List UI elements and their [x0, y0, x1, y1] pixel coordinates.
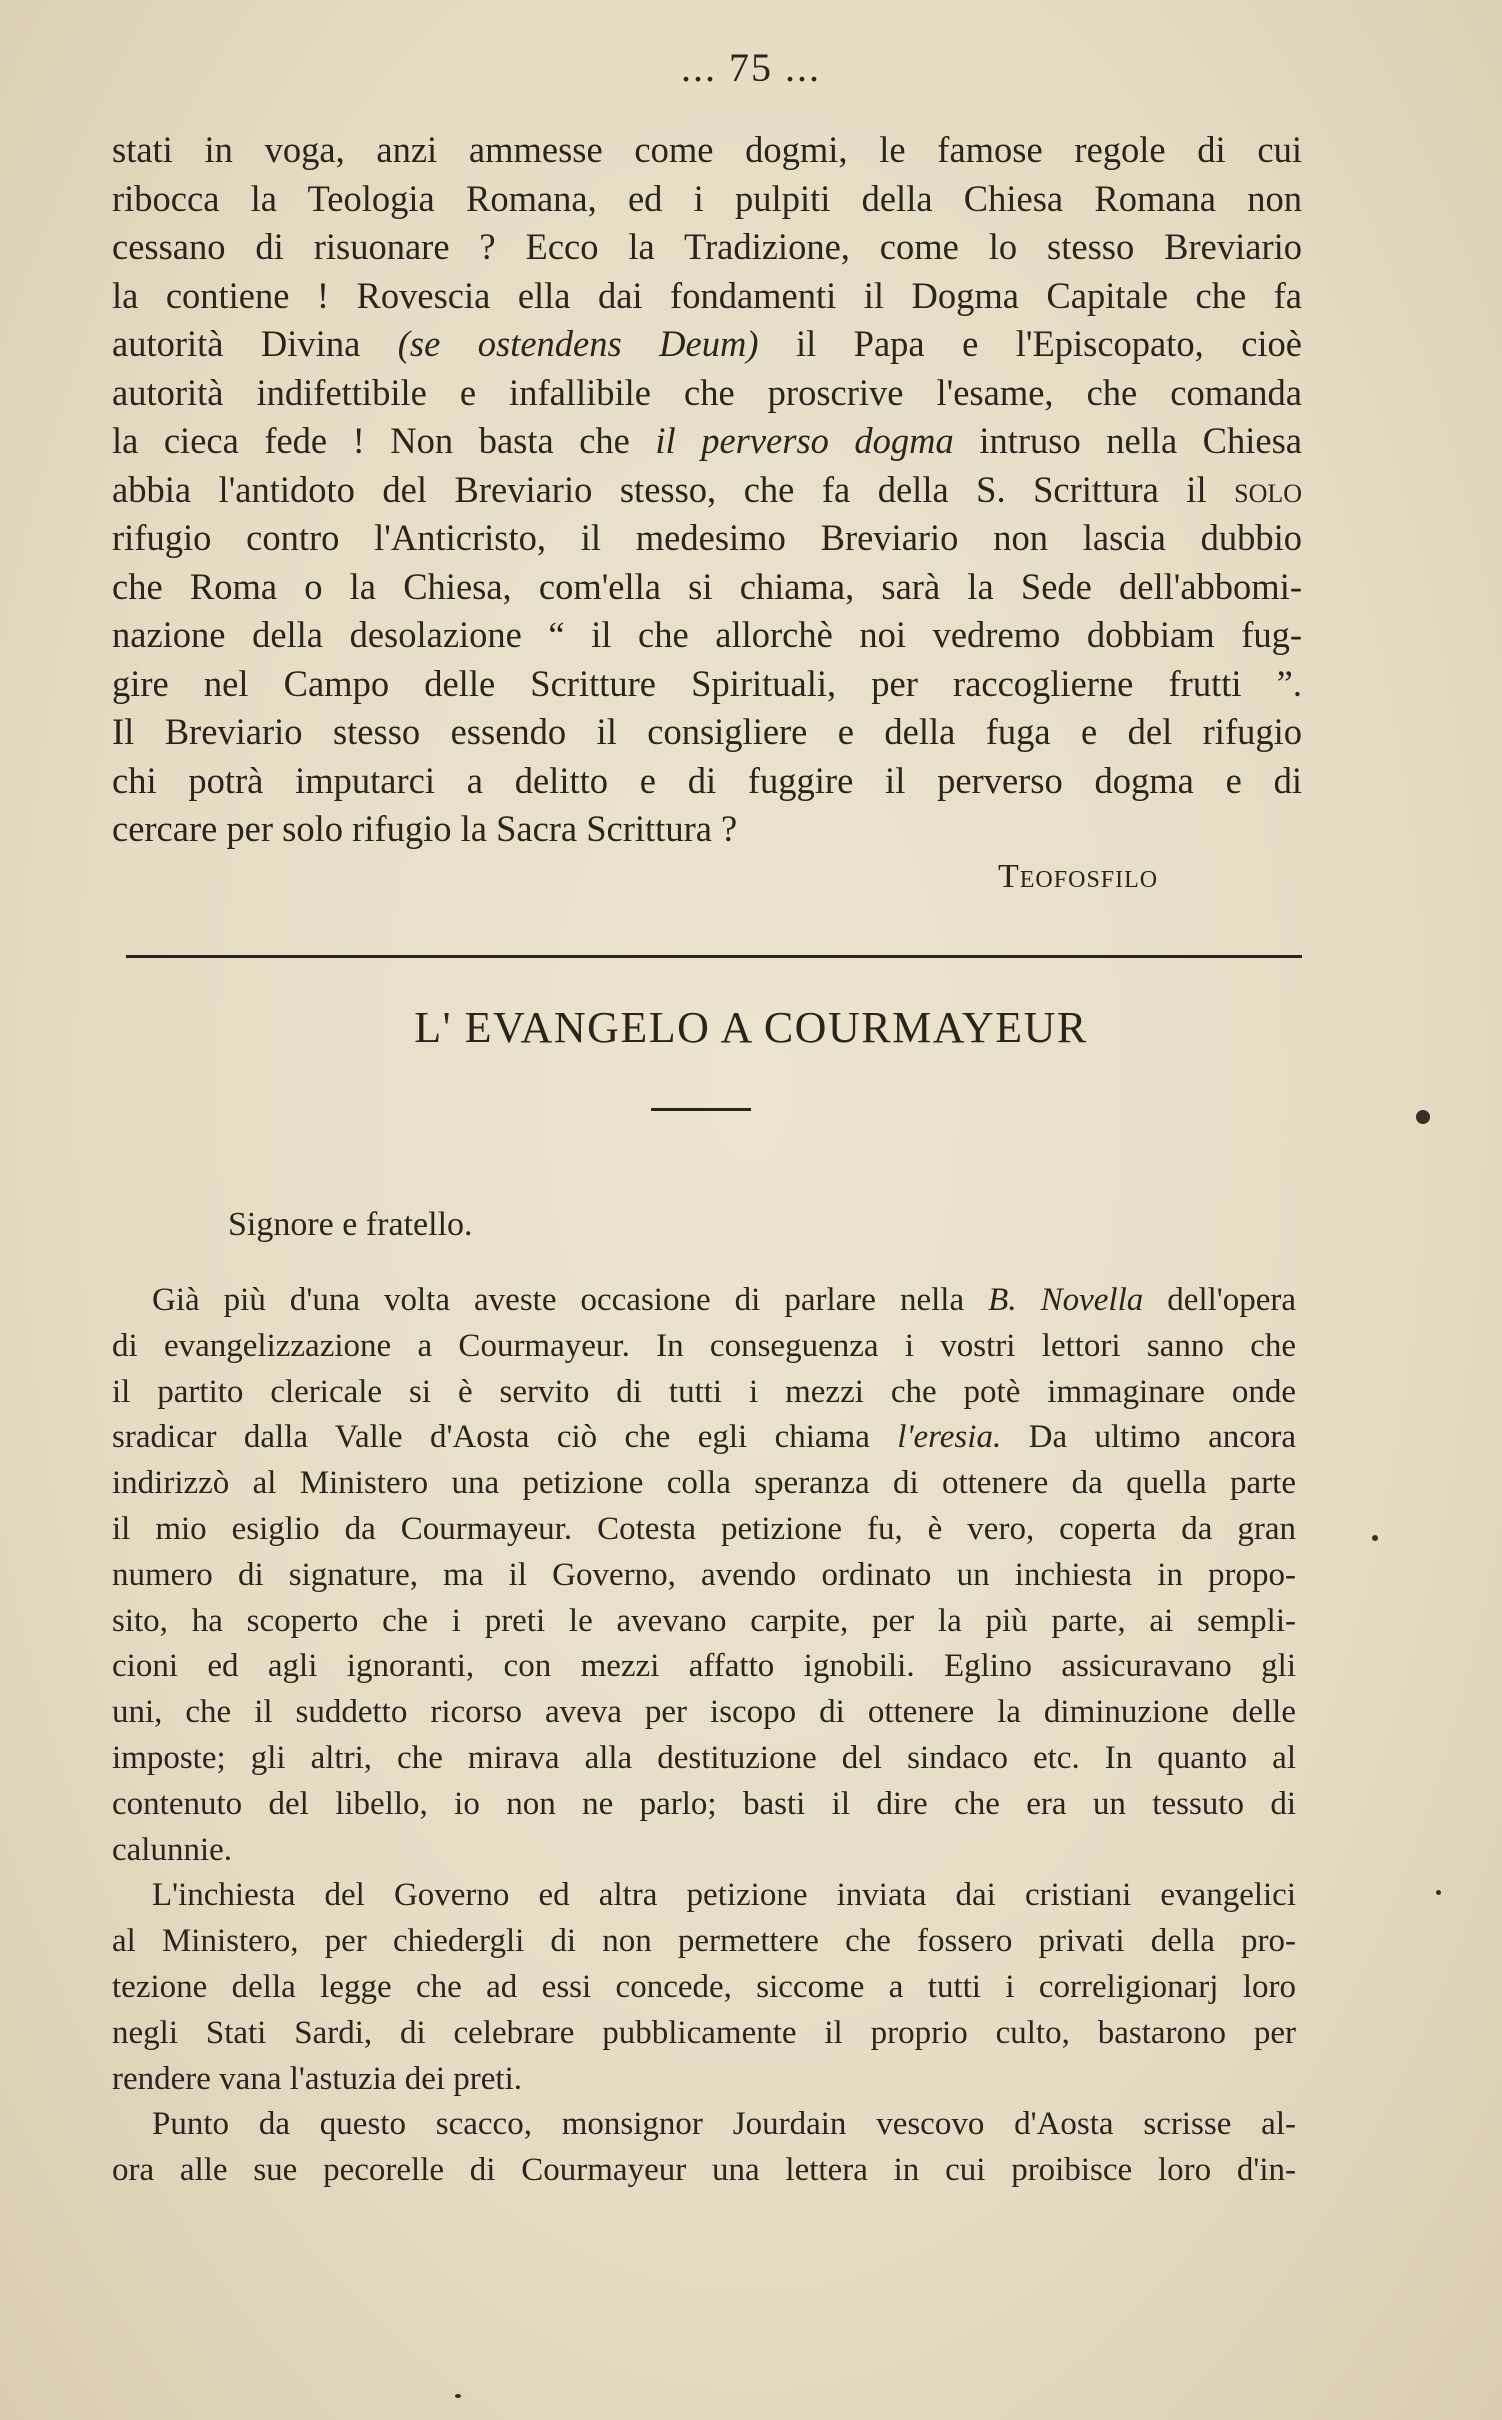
- text-line: calunnie.: [112, 1831, 233, 1868]
- text-line: sito, ha scoperto che i preti le avevano carpite, per la più parte, ai sempli-: [112, 1602, 1296, 1639]
- text-line: negli Stati Sardi, di celebrare pubblicamente il proprio culto, bastarono per: [112, 2014, 1296, 2051]
- italic-phrase: B. Novella: [988, 1282, 1144, 1318]
- text-line: imposte; gli altri, che mirava alla destituzione del sindaco etc. In quanto al: [112, 1739, 1296, 1776]
- text-line: ora alle sue pecorelle di Courmayeur una lettera in cui proibisce loro d'in-: [112, 2152, 1296, 2189]
- text-line: rifugio contro l'Anticristo, il medesimo Breviario non lascia dubbio: [112, 517, 1302, 558]
- ink-speck: [1416, 1110, 1430, 1124]
- text-line: autorità indifettibile e infallibile che proscrive l'esame, che comanda: [112, 371, 1302, 413]
- text-line: al Ministero, per chiedergli di non permettere che fossero privati della pro-: [112, 1923, 1296, 1960]
- text-line: Il Breviario stesso essendo il consigliere e della fuga e del rifugio: [112, 711, 1302, 752]
- text-line: gire nel Campo delle Scritture Spirituali, per raccoglierne frutti ”.: [112, 662, 1302, 704]
- text-line: rendere vana l'astuzia dei preti.: [112, 2060, 522, 2097]
- text-line: abbia l'antidoto del Breviario stesso, che fa della S. Scrittura il solo: [112, 468, 1303, 510]
- text-line: la contiene ! Rovescia ella dai fondamenti il Dogma Capitale che fa: [112, 274, 1302, 316]
- italic-phrase: l'eresia.: [897, 1419, 1002, 1456]
- text-line: tezione della legge che ad essi concede, siccome a tutti i correligionarj loro: [112, 1968, 1296, 2005]
- italic-phrase: il perverso dogma: [655, 420, 954, 461]
- text-line: il mio esiglio da Courmayeur. Cotesta petizione fu, è vero, coperta da gran: [112, 1510, 1296, 1547]
- letter-salutation: Signore e fratello.: [228, 1206, 473, 1243]
- text-line: cercare per solo rifugio la Sacra Scrittura ?: [112, 808, 738, 849]
- previous-article-text: [112, 126, 1302, 854]
- text-line: indirizzò al Ministero una petizione colla speranza di ottenere da quella parte: [112, 1465, 1296, 1502]
- title-underline: [651, 1108, 751, 1111]
- text-line: Già più d'una volta aveste occasione di parlare nella B. Novella dell'opera: [152, 1282, 1297, 1318]
- smallcaps-word: solo: [1234, 468, 1303, 510]
- text-line: che Roma o la Chiesa, com'ella si chiama, sarà la Sede dell'abbomi-: [112, 565, 1302, 607]
- text-line: nazione della desolazione “ il che allorchè noi vedremo dobbiam fug-: [112, 614, 1302, 655]
- text-line: contenuto del libello, io non ne parlo; basti il dire che era un tessuto di: [112, 1785, 1296, 1822]
- section-divider: [126, 955, 1302, 958]
- text-line: uni, che il suddetto ricorso aveva per iscopo di ottenere la diminuzione delle: [112, 1694, 1296, 1731]
- text-line: il partito clericale si è servito di tutti i mezzi che potè immaginare onde: [112, 1373, 1296, 1410]
- italic-phrase: (se ostendens Deum): [397, 323, 759, 364]
- page-number: ... 75 ...: [681, 45, 821, 90]
- text-line: numero di signature, ma il Governo, avendo ordinato un inchiesta in propo-: [112, 1556, 1296, 1593]
- text-line: di evangelizzazione a Courmayeur. In conseguenza i vostri lettori sanno che: [112, 1327, 1296, 1364]
- article-title: L' EVANGELO A COURMAYEUR: [414, 1003, 1088, 1052]
- article-body: [112, 1278, 1296, 2194]
- ink-speck: [455, 2394, 461, 2398]
- text-line: la cieca fede ! Non basta che il perverso dogma intruso nella Chiesa: [112, 420, 1303, 461]
- text-line: sradicar dalla Valle d'Aosta ciò che egli chiama l'eresia. Da ultimo ancora: [112, 1419, 1296, 1456]
- author-signature: Teofosfilo: [998, 858, 1159, 895]
- text-line: chi potrà imputarci a delitto e di fuggire il perverso dogma e di: [112, 759, 1302, 801]
- text-line: cioni ed agli ignoranti, con mezzi affatto ignobili. Eglino assicuravano gli: [112, 1648, 1296, 1685]
- ink-speck: [1436, 1890, 1441, 1895]
- text-line: autorità Divina (se ostendens Deum) il Papa e l'Episcopato, cioè: [112, 323, 1302, 364]
- ink-speck: [1372, 1535, 1378, 1541]
- text-line: Punto da questo scacco, monsignor Jourdain vescovo d'Aosta scrisse al-: [152, 2106, 1296, 2143]
- text-line: cessano di risuonare ? Ecco la Tradizione, come lo stesso Breviario: [112, 226, 1302, 267]
- text-line: stati in voga, anzi ammesse come dogmi, le famose regole di cui: [112, 129, 1302, 170]
- text-line: ribocca la Teologia Romana, ed i pulpiti della Chiesa Romana non: [112, 177, 1302, 219]
- text-line: L'inchiesta del Governo ed altra petizione inviata dai cristiani evangelici: [152, 1877, 1296, 1914]
